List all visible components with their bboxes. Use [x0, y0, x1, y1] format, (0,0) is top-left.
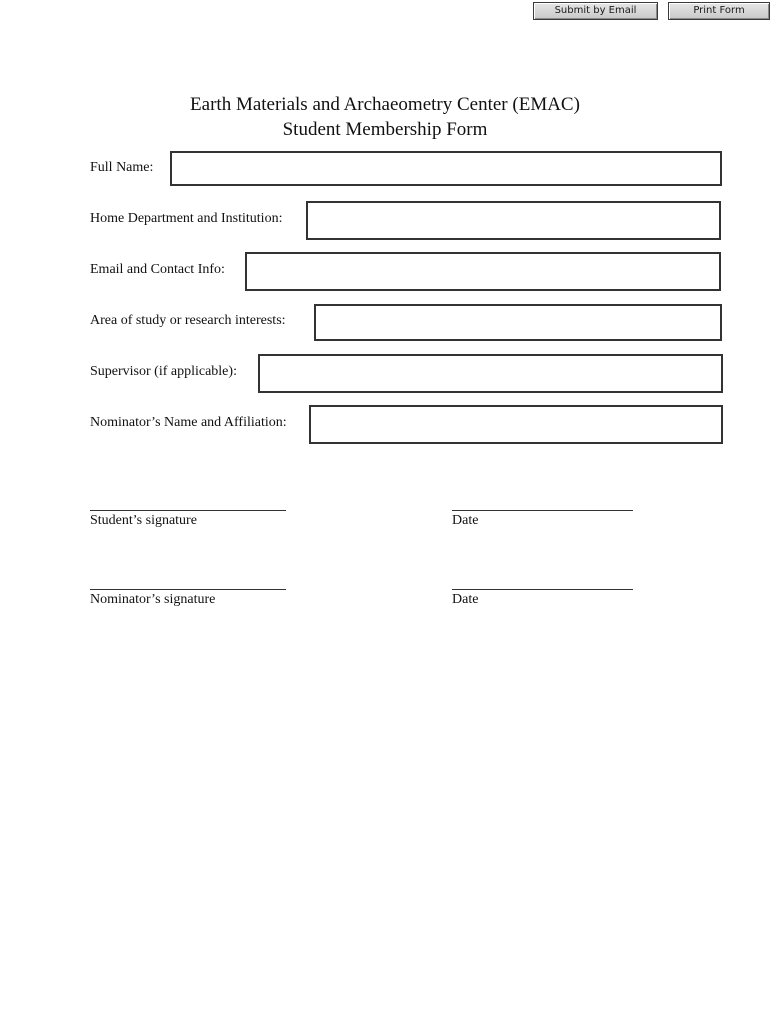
supervisor-input[interactable] [258, 354, 723, 393]
nominator-date-label: Date [452, 592, 479, 607]
submit-by-email-button[interactable]: Submit by Email [533, 2, 658, 20]
print-form-button[interactable]: Print Form [668, 2, 770, 20]
student-date-label: Date [452, 513, 479, 528]
email-contact-label: Email and Contact Info: [90, 262, 225, 277]
supervisor-label: Supervisor (if applicable): [90, 364, 237, 379]
nominator-signature-line [90, 589, 286, 590]
nominator-signature-label: Nominator’s signature [90, 592, 216, 607]
nominator-date-line [452, 589, 633, 590]
full-name-input[interactable] [170, 151, 722, 186]
research-interests-label: Area of study or research interests: [90, 313, 286, 328]
form-subtitle: Student Membership Form [282, 119, 488, 140]
student-signature-line [90, 510, 286, 511]
form-title: Earth Materials and Archaeometry Center (EMAC) [190, 94, 580, 115]
email-contact-input[interactable] [245, 252, 721, 291]
student-signature-label: Student’s signature [90, 513, 197, 528]
research-interests-input[interactable] [314, 304, 722, 341]
nominator-name-label: Nominator’s Name and Affiliation: [90, 415, 287, 430]
student-date-line [452, 510, 633, 511]
nominator-name-input[interactable] [309, 405, 723, 444]
home-department-input[interactable] [306, 201, 721, 240]
home-department-label: Home Department and Institution: [90, 211, 283, 226]
full-name-label: Full Name: [90, 160, 154, 175]
